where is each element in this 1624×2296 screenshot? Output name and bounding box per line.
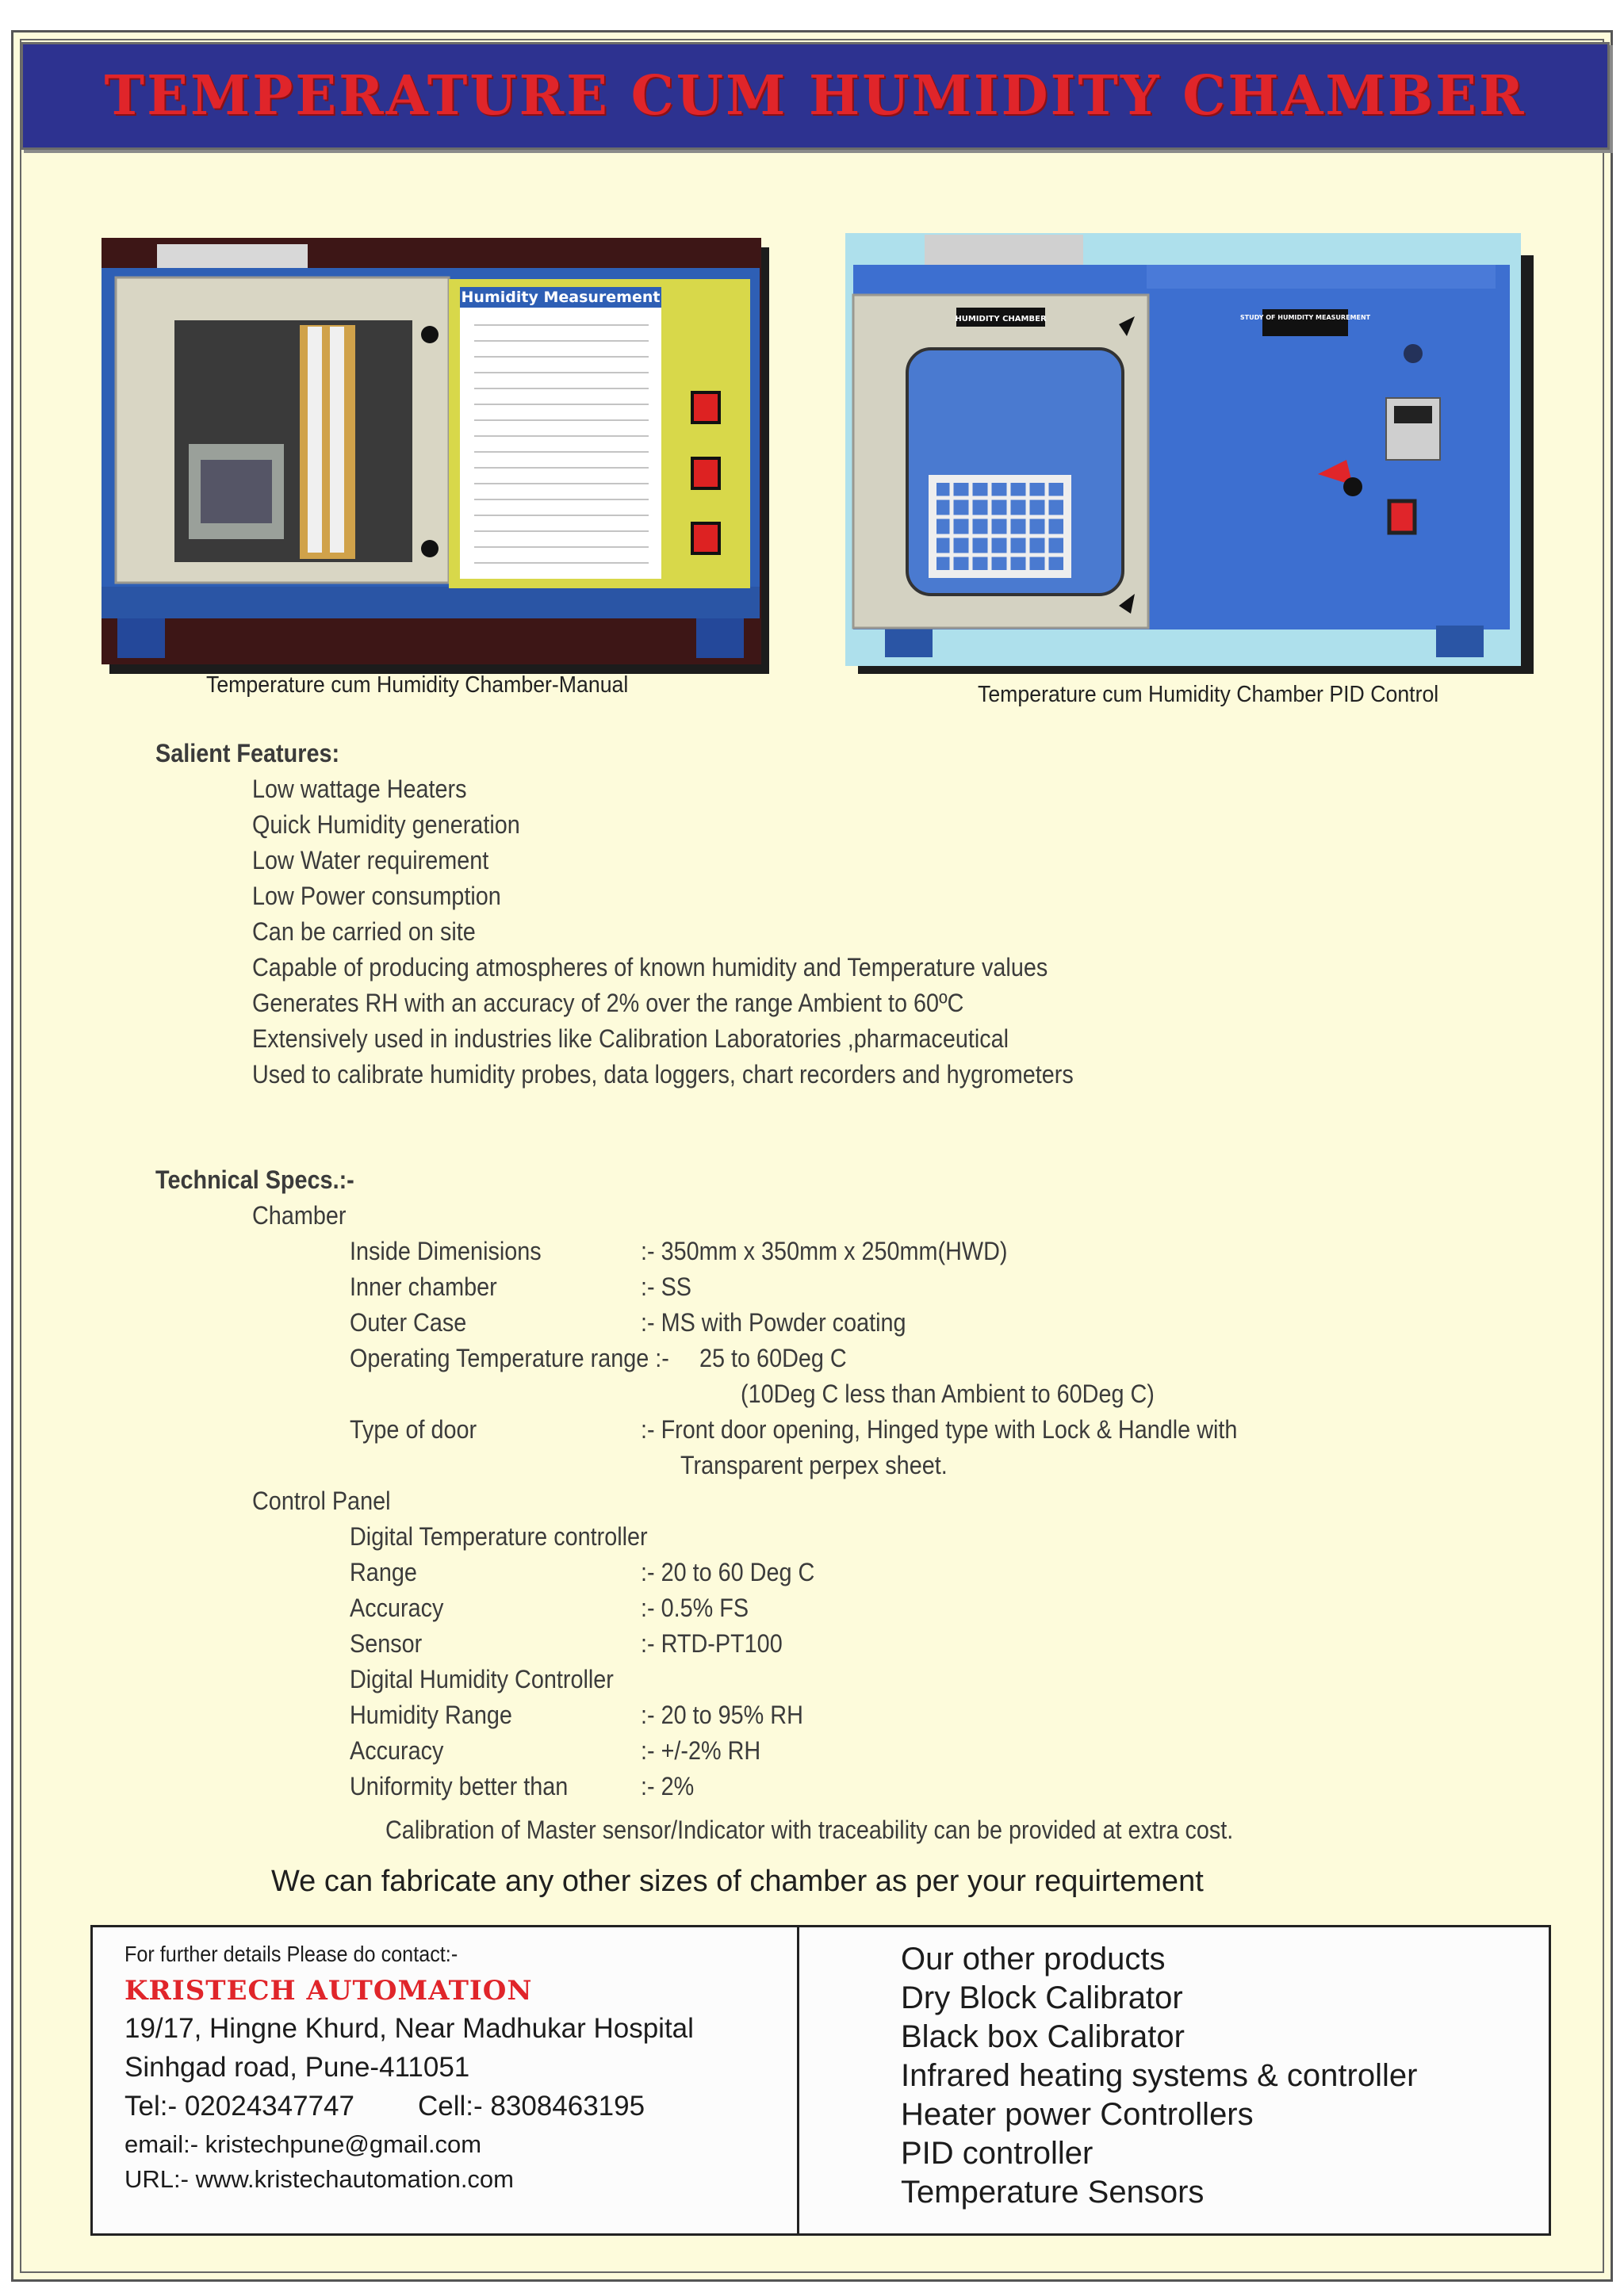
feature-item: Quick Humidity generation <box>252 810 520 839</box>
pid-panel-label: STUDY OF HUMIDITY MEASUREMENT <box>1239 314 1371 321</box>
spec-value-sensor: :- RTD-PT100 <box>641 1629 783 1658</box>
product-item: Temperature Sensors <box>901 2175 1205 2210</box>
contact-intro: For further details Please do contact:- <box>124 1942 458 1966</box>
email-link[interactable]: email:- kristechpune@gmail.com <box>124 2130 482 2158</box>
product-item: Dry Block Calibrator <box>901 1980 1183 2015</box>
feature-item: Capable of producing atmospheres of known humidity and Temperature values <box>252 953 1048 982</box>
spec-label-range: Range <box>350 1558 417 1586</box>
title-banner <box>21 42 1610 150</box>
pid-chamber-illustration <box>845 233 1521 666</box>
product-item: PID controller <box>901 2136 1094 2171</box>
humidity-measurement-panel-title: Humidity Measurement <box>461 289 661 306</box>
spec-label-inner: Inner chamber <box>350 1272 497 1301</box>
photo-manual-chamber <box>102 238 761 664</box>
spec-label-accuracy: Accuracy <box>350 1594 444 1622</box>
spec-label-inside: Inside Dimenisions <box>350 1237 542 1265</box>
specs-heading: Technical Specs.:- <box>155 1165 354 1194</box>
spec-value-door-cont: Transparent perpex sheet. <box>680 1451 948 1479</box>
page-title: TEMPERATURE CUM HUMIDITY CHAMBER <box>104 64 1526 128</box>
spec-label-door: Type of door <box>350 1415 477 1444</box>
spec-label-humidity-accuracy: Accuracy <box>350 1736 444 1765</box>
feature-item: Extensively used in industries like Calibration Laboratories ,pharmaceutical <box>252 1024 1009 1053</box>
manual-chamber-illustration <box>102 238 761 664</box>
spec-value-humidity-accuracy: :- +/-2% RH <box>641 1736 761 1765</box>
spec-label-humidity-range: Humidity Range <box>350 1701 512 1729</box>
product-item: Heater power Controllers <box>901 2097 1254 2132</box>
spec-value-inner: :- SS <box>641 1272 692 1301</box>
spec-label-sensor: Sensor <box>350 1629 423 1658</box>
spec-label-outer: Outer Case <box>350 1308 467 1337</box>
control-panel-heading: Control Panel <box>252 1487 391 1515</box>
caption-manual: Temperature cum Humidity Chamber-Manual <box>206 672 629 698</box>
spec-value-range: :- 20 to 60 Deg C <box>641 1558 815 1586</box>
fabricate-line: We can fabricate any other sizes of chamber as per your requirtement <box>271 1865 1204 1898</box>
spec-label-optemp: Operating Temperature range :- <box>350 1344 669 1372</box>
feature-item: Low Power consumption <box>252 882 501 910</box>
spec-value-humidity-range: :- 20 to 95% RH <box>641 1701 803 1729</box>
features-heading: Salient Features: <box>155 739 340 767</box>
spec-value-outer: :- MS with Powder coating <box>641 1308 906 1337</box>
company-name: KRISTECH AUTOMATION <box>124 1975 533 2007</box>
feature-item: Can be carried on site <box>252 917 476 946</box>
product-item: Infrared heating systems & controller <box>901 2058 1418 2093</box>
contact-box <box>90 1925 1551 2236</box>
spec-label-uniformity: Uniformity better than <box>350 1772 569 1800</box>
spec-value-uniformity: :- 2% <box>641 1772 695 1800</box>
feature-item: Used to calibrate humidity probes, data loggers, chart recorders and hygrometers <box>252 1060 1074 1089</box>
contact-divider <box>797 1927 799 2233</box>
address-line-2: Sinhgad road, Pune-411051 <box>124 2052 470 2083</box>
spec-value-inside: :- 350mm x 350mm x 250mm(HWD) <box>641 1237 1008 1265</box>
spec-value-accuracy: :- 0.5% FS <box>641 1594 749 1622</box>
calibration-note: Calibration of Master sensor/Indicator with traceability can be provided at extra cost. <box>385 1816 1234 1844</box>
tel-number: Tel:- 02024347747 <box>124 2091 354 2122</box>
digital-temp-controller-heading: Digital Temperature controller <box>350 1522 648 1551</box>
spec-note-optemp: (10Deg C less than Ambient to 60Deg C) <box>741 1380 1155 1408</box>
feature-item: Generates RH with an accuracy of 2% over the range Ambient to 60ºC <box>252 989 964 1017</box>
cell-number: Cell:- 8308463195 <box>418 2091 645 2122</box>
feature-item: Low wattage Heaters <box>252 775 467 803</box>
url-link[interactable]: URL:- www.kristechautomation.com <box>124 2165 514 2193</box>
spec-value-optemp: 25 to 60Deg C <box>699 1344 847 1372</box>
chamber-heading: Chamber <box>252 1201 347 1230</box>
pid-door-label: HUMIDITY CHAMBER <box>955 315 1047 323</box>
photo-pid-chamber <box>845 233 1521 666</box>
caption-pid: Temperature cum Humidity Chamber PID Control <box>978 682 1439 707</box>
digital-humidity-controller-heading: Digital Humidity Controller <box>350 1665 614 1693</box>
products-heading: Our other products <box>901 1942 1166 1976</box>
product-item: Black box Calibrator <box>901 2019 1185 2054</box>
spec-value-door: :- Front door opening, Hinged type with Lock & Handle with <box>641 1415 1238 1444</box>
feature-item: Low Water requirement <box>252 846 489 874</box>
address-line-1: 19/17, Hingne Khurd, Near Madhukar Hospital <box>124 2013 694 2044</box>
